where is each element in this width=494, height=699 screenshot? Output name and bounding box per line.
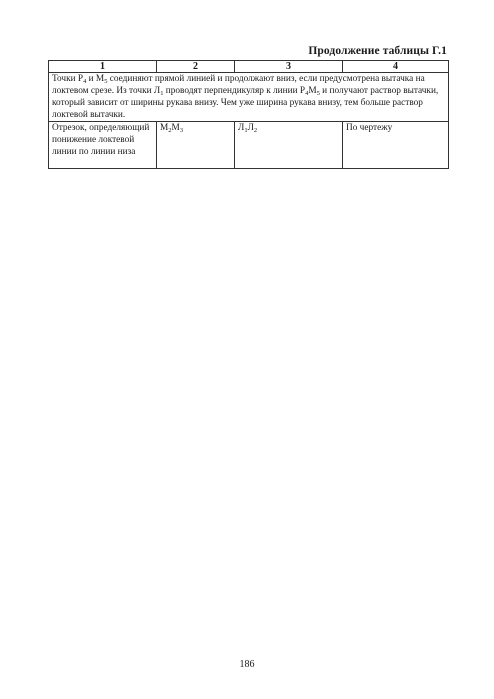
segment-sub-b: 2 <box>253 127 258 134</box>
row-cell-method: По чертежу <box>343 122 449 169</box>
page-number: 186 <box>239 659 255 670</box>
description-sub-5: 5 <box>316 90 320 97</box>
table-caption: Продолжение таблицы Г.1 <box>308 45 447 57</box>
description-sub-2: 5 <box>104 78 108 85</box>
row-cell-segment <box>235 122 343 169</box>
description-text-5: М <box>308 86 317 96</box>
description-text-3: соединяют прямой линией и продолжают вниз, если предусмотрена вытачка на локтевом срезе. Из точки Л <box>52 74 425 96</box>
description-cell <box>49 73 449 122</box>
description-text-2: и М <box>86 74 105 84</box>
description-row <box>49 73 449 122</box>
header-cell-4: 4 <box>343 61 449 73</box>
row-cell-designation <box>157 122 235 169</box>
description-sub-4: 4 <box>305 90 309 97</box>
designation-letter-b: М <box>171 123 180 133</box>
header-cell-1: 1 <box>49 61 157 73</box>
description-sub-1: 4 <box>83 78 87 85</box>
designation-letter-a: М <box>160 123 169 133</box>
table-row <box>49 122 449 169</box>
segment-letter-b: Л <box>247 123 254 133</box>
description-sub-3: 1 <box>160 90 164 97</box>
segment-letter-a: Л <box>238 123 245 133</box>
row-cell-parameter: Отрезок, определяющий понижение локтевой линии по линии низа <box>49 122 157 169</box>
designation-sub-a: 2 <box>168 127 172 134</box>
header-cell-3: 3 <box>235 61 343 73</box>
construction-table <box>48 60 449 169</box>
description-text-4: проводят перпендикуляр к линии Р <box>163 86 306 96</box>
description-text-6: и получают раствор вытачки, который зависит от ширины рукава внизу. Чем уже ширина рукава внизу, тем больше раствор локтевой вытачки. <box>52 86 439 120</box>
segment-sub-a: 1 <box>244 127 248 134</box>
designation-sub-b: 3 <box>179 127 184 134</box>
description-text-1: Точки Р <box>52 74 84 84</box>
header-cell-2: 2 <box>157 61 235 73</box>
header-row <box>49 61 449 73</box>
